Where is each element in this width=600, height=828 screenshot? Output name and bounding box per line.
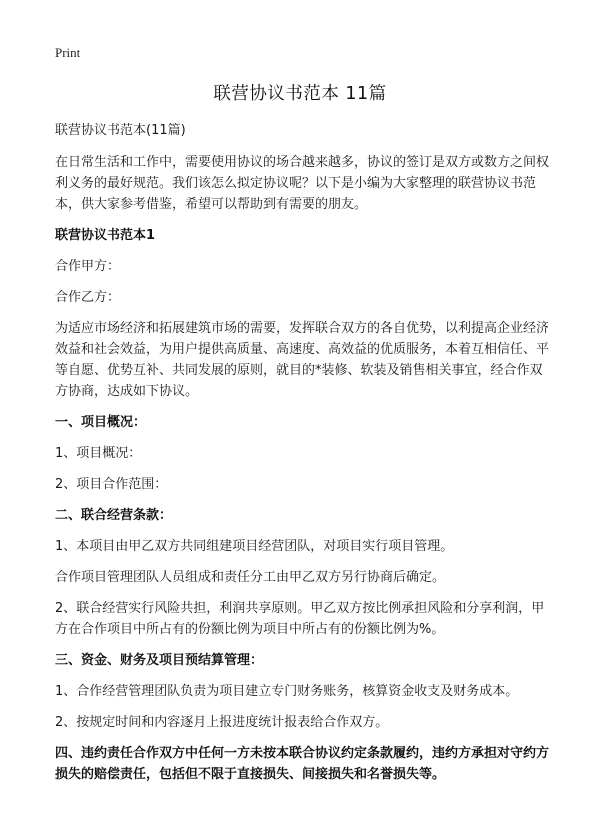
purpose-paragraph: 为适应市场经济和拓展建筑市场的需要，发挥联合双方的各自优势，以利提高企业经济效益和社会效益，为用户提供高质量、高速度、高效益的优质服务，本着互相信任、平等自愿、优势互补、共同发展的原则，就目的*装修、软装及销售相关事宜，经合作双方协商，达成如下协议。 bbox=[55, 321, 550, 399]
print-label: Print bbox=[55, 45, 81, 60]
part3-heading: 三、资金、财务及项目预结算管理： bbox=[55, 653, 264, 668]
part2-note: 合作项目管理团队人员组成和责任分工由甲乙双方另行协商后确定。 bbox=[55, 570, 446, 585]
party-b-line: 合作乙方： bbox=[55, 290, 121, 305]
part3-item-1: 1、合作经营管理团队负责为项目建立专门财务账务，核算资金收支及财务成本。 bbox=[55, 684, 519, 699]
part1-item-2: 2、项目合作范围： bbox=[55, 477, 168, 492]
section1-heading: 联营协议书范本1 bbox=[55, 228, 156, 243]
document-body bbox=[55, 118, 550, 785]
part2-heading: 二、联合经营条款： bbox=[55, 508, 173, 523]
intro-paragraph: 在日常生活和工作中，需要使用协议的场合越来越多，协议的签订是双方或数方之间权利义务的最好规范。我们该怎么拟定协议呢？以下是小编为大家整理的联营协议书范本，供大家参考借鉴，希望可以帮助到有需要的朋友。 bbox=[55, 155, 550, 212]
part1-item-1: 1、项目概况： bbox=[55, 446, 142, 461]
party-a-line: 合作甲方： bbox=[55, 259, 121, 274]
part1-heading: 一、项目概况： bbox=[55, 415, 147, 430]
document-subtitle: 联营协议书范本(11篇) bbox=[55, 123, 186, 138]
document-title: 联营协议书范本 11篇 bbox=[213, 84, 387, 104]
part2-item-2: 2、联合经营实行风险共担，利润共享原则。甲乙双方按比例承担风险和分享利润，甲方在合作项目中所占有的份额比例为项目中所占有的份额比例为%。 bbox=[55, 601, 545, 637]
part3-item-2: 2、按规定时间和内容逐月上报进度统计报表给合作双方。 bbox=[55, 715, 389, 730]
part4-heading: 四、违约责任合作双方中任何一方未按本联合协议约定条款履约，违约方承担对守约方损失的赔偿责任，包括但不限于直接损失、间接损失和名誉损失等。 bbox=[55, 746, 550, 782]
part2-item-1: 1、本项目由甲乙双方共同组建项目经营团队，对项目实行项目管理。 bbox=[55, 539, 454, 554]
